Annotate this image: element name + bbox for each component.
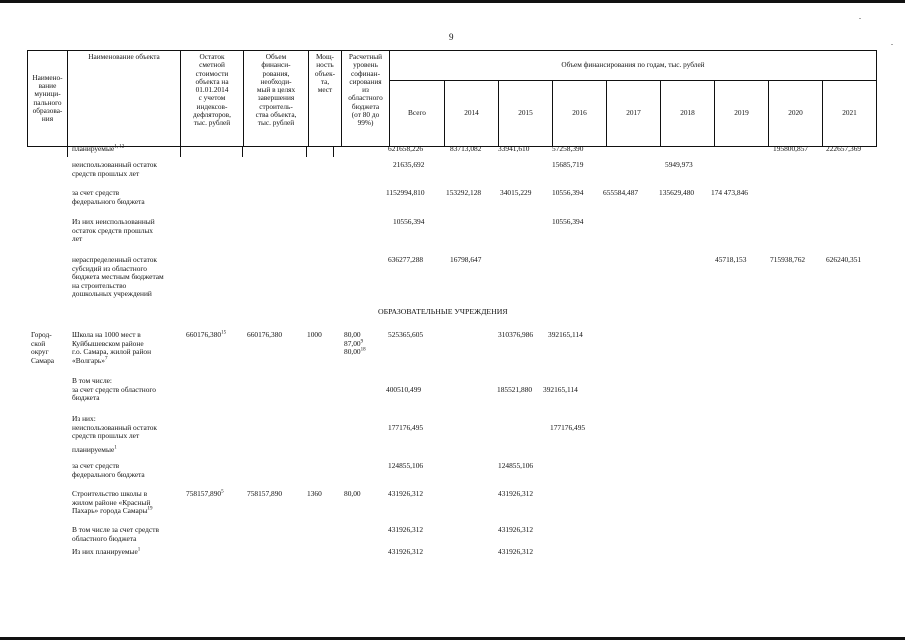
column-divider — [306, 147, 307, 157]
value-total: 400510,499 — [386, 385, 422, 394]
school2-remaining-cost: 758157,890$^5$ — [186, 489, 224, 498]
value-total: 177176,495 — [388, 423, 424, 432]
row-label: планируемые$^1$ — [72, 445, 117, 454]
value-2016: 15685,719 — [552, 160, 584, 169]
value-total: 431926,312 — [388, 525, 424, 534]
row-label: Из них планируемые$^1$ — [72, 547, 141, 556]
top-border — [0, 0, 905, 3]
row-label: неиспользованный остаток средств прошлых лет — [72, 160, 157, 178]
value-2021: 222657,369 — [826, 144, 862, 153]
value-total: 636277,288 — [388, 255, 424, 264]
value-2020: 715938,762 — [770, 255, 806, 264]
value-2016: 177176,495 — [550, 423, 586, 432]
value-2016: 57258,390 — [552, 144, 584, 153]
value-2016: 392165,114 — [543, 385, 578, 394]
value-2015: 310376,986 — [498, 330, 534, 339]
row-label: В том числе за счет средств областного бюджета — [72, 525, 159, 543]
row-label: нераспределенный остаток субсидий из областного бюджета местным бюджетам на строительство дошкольных учреждений — [72, 255, 164, 299]
value-2015: 33941,610 — [498, 144, 530, 153]
scan-mark: . — [859, 12, 861, 21]
school1-remaining-cost: 660176,380$^{15}$ — [186, 330, 227, 339]
school1-cofinancing: 80,00 87,00$^9$ 80,00$^{18}$ — [344, 330, 366, 357]
table-header — [27, 50, 877, 147]
municipality-name: Город- ской округ Самара — [31, 330, 55, 365]
value-2018: 135629,480 — [659, 188, 695, 197]
header-year: 2018 — [661, 81, 715, 147]
school2-label: Строительство школы в жилом районе «Красный Пахарь» города Самары$^{19}$ — [72, 489, 153, 516]
value-2016: 392165,114 — [548, 330, 583, 339]
value-total: 10556,394 — [393, 217, 425, 226]
header-object: Наименование объекта — [68, 51, 181, 147]
value-2021: 626240,351 — [826, 255, 862, 264]
row-label: Из них неиспользованный остаток средств прошлых лет — [72, 217, 155, 244]
value-total: 525365,605 — [388, 330, 424, 339]
header-years-title: Объем финансирования по годам, тыс. рублей — [390, 51, 877, 81]
header-year: 2021 — [823, 81, 877, 147]
header-year: Всего — [390, 81, 445, 147]
value-2018: 5949,973 — [665, 160, 693, 169]
column-divider — [242, 147, 243, 157]
header-cofinancing: Расчетный уровень софинан- сирования из областного бюджета (от 80 до 99%) — [342, 51, 390, 147]
row-label: Из них: неиспользованный остаток средств прошлых лет — [72, 414, 157, 441]
school1-capacity: 1000 — [307, 330, 322, 339]
school1-financing-volume: 660176,380 — [247, 330, 283, 339]
value-2014: 83713,082 — [450, 144, 482, 153]
value-2016: 10556,394 — [552, 217, 584, 226]
row-label: В том числе: за счет средств областного бюджета — [72, 376, 156, 403]
value-2015: 34015,229 — [500, 188, 532, 197]
value-total: 124855,106 — [388, 461, 424, 470]
scan-mark: . — [891, 38, 893, 47]
page-number: 9 — [449, 32, 454, 42]
section-title: ОБРАЗОВАТЕЛЬНЫЕ УЧРЕЖДЕНИЯ — [378, 307, 508, 316]
value-2020: 195800,857 — [773, 144, 809, 153]
row-label: планируемые$^{1, 12}$ — [72, 144, 125, 153]
header-year: 2014 — [445, 81, 499, 147]
value-total: 621658,226 — [388, 144, 424, 153]
column-divider — [67, 147, 68, 157]
row-label: за счет средств федерального бюджета — [72, 461, 145, 479]
header-year: 2015 — [499, 81, 553, 147]
value-2015: 431926,312 — [498, 525, 534, 534]
value-2016: 10556,394 — [552, 188, 584, 197]
school2-capacity: 1360 — [307, 489, 322, 498]
school2-financing-volume: 758157,890 — [247, 489, 283, 498]
header-capacity: Мощ- ность объек- та, мест — [309, 51, 342, 147]
column-divider — [333, 147, 334, 157]
value-2014: 153292,128 — [446, 188, 482, 197]
header-financing-volume: Объем финанси- рования, необходи- мый в целях завершения строитель- ства объекта, тыс. рублей — [244, 51, 309, 147]
header-remaining-cost: Остаток сметной стоимости объекта на 01.01.2014 с учетом индексов- дефляторов, тыс. рублей — [181, 51, 244, 147]
value-2015: 185521,880 — [497, 385, 533, 394]
header-year: 2016 — [553, 81, 607, 147]
header-year: 2017 — [607, 81, 661, 147]
value-2015: 431926,312 — [498, 489, 534, 498]
value-total: 431926,312 — [388, 547, 424, 556]
value-2015: 431926,312 — [498, 547, 534, 556]
header-year: 2019 — [715, 81, 769, 147]
value-2014: 16798,647 — [450, 255, 482, 264]
row-label: за счет средств федерального бюджета — [72, 188, 145, 206]
header-municipality: Наимено- вание муници- пального образова- ния — [28, 51, 68, 147]
value-total: 431926,312 — [388, 489, 424, 498]
value-2017: 655584,487 — [603, 188, 639, 197]
value-2019: 174 473,846 — [711, 188, 748, 197]
value-2019: 45718,153 — [715, 255, 747, 264]
school1-label: Школа на 1000 мест в Куйбышевском районе г.о. Самара, жилой район «Волгарь»$^7$ — [72, 330, 152, 365]
column-divider — [180, 147, 181, 157]
value-total: 21635,692 — [393, 160, 425, 169]
value-2015: 124855,106 — [498, 461, 534, 470]
value-total: 1152994,810 — [386, 188, 425, 197]
header-year: 2020 — [769, 81, 823, 147]
school2-cofinancing: 80,00 — [344, 489, 361, 498]
